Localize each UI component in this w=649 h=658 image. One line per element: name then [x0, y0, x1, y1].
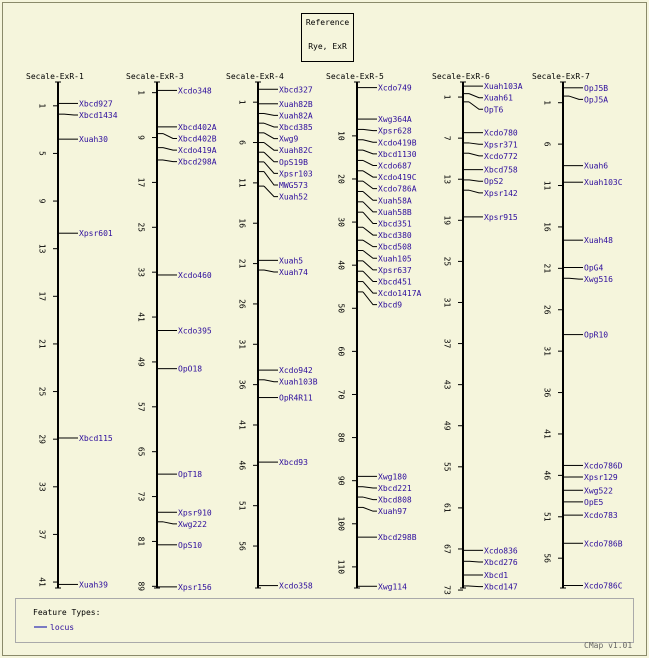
marker-label[interactable]: OpR10 — [584, 330, 609, 340]
marker-label[interactable]: Xbcd1 — [484, 570, 509, 580]
marker-label[interactable]: Xbcd1434 — [79, 111, 118, 121]
marker-label[interactable]: OpG4 — [584, 263, 604, 273]
reference-subtitle: Rye, ExR — [308, 42, 347, 51]
marker-connector — [264, 186, 278, 196]
marker-label[interactable]: Xpsr129 — [584, 473, 618, 483]
marker-connector — [264, 162, 278, 173]
marker-label[interactable]: Xwg222 — [178, 519, 207, 529]
marker-connector — [363, 181, 377, 189]
tick-label: 26 — [237, 299, 247, 309]
map-title[interactable]: Secale-ExR-4 — [226, 72, 284, 81]
tick-label: 80 — [336, 432, 346, 443]
tick-label: 65 — [136, 446, 146, 457]
marker-label[interactable]: OpS19B — [279, 157, 308, 167]
chromosome-map-4[interactable] — [326, 72, 422, 591]
marker-label[interactable]: Xbcd927 — [79, 99, 113, 109]
marker-label[interactable]: Xbcd385 — [279, 122, 313, 132]
marker-label[interactable]: OpS2 — [484, 177, 504, 187]
marker-label[interactable]: Xuah105 — [378, 254, 412, 264]
tick-label: 41 — [37, 577, 47, 587]
marker-connector — [363, 202, 377, 212]
marker-connector — [363, 497, 377, 500]
marker-connector — [163, 522, 177, 524]
marker-connector — [363, 171, 377, 177]
marker-connector — [363, 160, 377, 165]
tick-label: 36 — [542, 387, 552, 398]
marker-label[interactable]: Xuah82A — [279, 111, 313, 121]
marker-label[interactable]: OpO18 — [178, 364, 203, 374]
tick-label: 49 — [136, 357, 146, 367]
marker-label[interactable]: Xuah82C — [279, 146, 313, 156]
marker-label[interactable]: Xuah103B — [279, 377, 318, 387]
tick-label: 46 — [237, 460, 247, 471]
marker-label[interactable]: Xbcd402A — [178, 122, 217, 132]
marker-label[interactable]: Xwg180 — [378, 472, 407, 482]
marker-connector — [469, 190, 483, 193]
tick-label: 17 — [136, 177, 146, 188]
marker-label[interactable]: Xcdo419C — [378, 173, 417, 183]
marker-connector — [264, 113, 278, 115]
tick-label: 81 — [136, 536, 146, 547]
tick-label: 20 — [336, 174, 346, 184]
tick-label: 31 — [237, 339, 247, 350]
marker-label[interactable]: Xcdo772 — [484, 151, 518, 161]
marker-label[interactable]: Xpsr371 — [484, 140, 518, 150]
tick-label: 37 — [442, 338, 452, 349]
marker-connector — [469, 102, 483, 109]
marker-label[interactable]: Xuah52 — [279, 192, 308, 202]
marker-label[interactable]: Xwg9 — [279, 134, 299, 144]
marker-connector — [163, 160, 177, 162]
tick-label: 25 — [136, 222, 146, 233]
marker-label[interactable]: Xbcd147 — [484, 582, 518, 592]
tick-label: 31 — [542, 346, 552, 356]
marker-connector — [363, 271, 377, 281]
marker-label[interactable]: Xwg516 — [584, 275, 613, 285]
marker-connector — [264, 270, 278, 272]
marker-connector — [363, 240, 377, 246]
tick-label: 56 — [542, 553, 552, 564]
marker-label[interactable]: Xwg114 — [378, 582, 407, 592]
marker-label[interactable]: Xbcd327 — [279, 85, 313, 95]
marker-label[interactable]: Xbcd276 — [484, 557, 518, 567]
marker-connector — [363, 507, 377, 511]
legend-item-locus: locus — [50, 623, 75, 632]
tick-label: 37 — [37, 529, 47, 540]
tick-label: 46 — [542, 470, 552, 481]
version-label: CMap v1.01 — [584, 641, 633, 650]
marker-connector — [363, 150, 377, 154]
map-title[interactable]: Secale-ExR-1 — [26, 72, 84, 81]
marker-label[interactable]: Xuah61 — [484, 93, 513, 103]
tick-label: 26 — [542, 304, 552, 315]
marker-label[interactable]: Xbcd402B — [178, 134, 217, 144]
marker-label[interactable]: Xuah103C — [584, 178, 623, 188]
marker-label[interactable]: Xcdo358 — [279, 581, 313, 591]
marker-label[interactable]: Xcdo460 — [178, 270, 212, 280]
tick-label: 29 — [37, 434, 47, 444]
marker-label[interactable]: Xuah58A — [378, 196, 412, 206]
tick-label: 6 — [237, 140, 247, 145]
marker-label[interactable]: Xcdo786B — [584, 539, 623, 549]
marker-label[interactable]: Xuah6 — [584, 161, 609, 171]
marker-connector — [363, 487, 377, 488]
marker-label[interactable]: Xcdo783 — [584, 511, 618, 521]
marker-label[interactable]: Xbcd808 — [378, 495, 412, 505]
tick-label: 6 — [542, 141, 552, 147]
tick-label: 60 — [336, 346, 346, 357]
tick-label: 30 — [336, 217, 346, 227]
reference-title: Reference — [305, 18, 350, 27]
tick-label: 21 — [237, 258, 247, 269]
tick-label: 36 — [237, 379, 247, 390]
marker-label[interactable]: Xuah74 — [279, 267, 308, 277]
tick-label: 51 — [542, 511, 552, 522]
tick-label: 1 — [237, 99, 247, 105]
marker-label[interactable]: Xpsr915 — [484, 212, 518, 222]
marker-label[interactable]: Xbcd221 — [378, 483, 412, 493]
marker-connector — [264, 152, 278, 162]
tick-label: 25 — [442, 256, 452, 267]
tick-label: 56 — [237, 541, 247, 551]
map-title[interactable]: Secale-ExR-5 — [326, 72, 384, 81]
marker-connector — [264, 143, 278, 151]
marker-label[interactable]: Xbcd93 — [279, 458, 308, 468]
chromosome-map-3[interactable] — [226, 72, 318, 591]
tick-label: 25 — [37, 386, 47, 397]
marker-label[interactable]: Xcdo942 — [279, 366, 313, 376]
marker-connector — [469, 561, 483, 562]
marker-label[interactable]: Xwg364A — [378, 115, 412, 125]
marker-label[interactable]: Xbcd115 — [79, 433, 113, 443]
marker-connector — [363, 292, 377, 305]
marker-connector — [363, 191, 377, 200]
tick-label: 70 — [336, 389, 346, 400]
marker-label[interactable]: Xbcd351 — [378, 219, 412, 229]
tick-label: 1 — [136, 90, 146, 96]
tick-label: 19 — [442, 215, 452, 226]
marker-label[interactable]: Xcdo836 — [484, 546, 518, 556]
tick-label: 7 — [442, 135, 452, 141]
marker-label[interactable]: Xuah39 — [79, 580, 108, 590]
tick-label: 50 — [336, 303, 346, 314]
marker-label[interactable]: Xcdo786A — [378, 184, 417, 194]
marker-connector — [363, 251, 377, 259]
marker-connector — [363, 227, 377, 235]
tick-label: 11 — [237, 178, 247, 188]
tick-label: 5 — [37, 151, 47, 156]
tick-label: 13 — [442, 174, 452, 185]
marker-label[interactable]: Xpsr103 — [279, 169, 313, 179]
marker-label[interactable]: Xuah82B — [279, 99, 313, 109]
tick-label: 73 — [136, 491, 146, 502]
tick-label: 40 — [336, 260, 346, 270]
reference-box[interactable] — [302, 14, 354, 62]
marker-label[interactable]: OpT18 — [178, 470, 203, 480]
marker-label[interactable]: Xcdo786C — [584, 581, 623, 591]
tick-label: 41 — [542, 429, 552, 439]
marker-label[interactable]: Xbcd758 — [484, 165, 518, 175]
marker-label[interactable]: Xcdo780 — [484, 128, 518, 138]
marker-label[interactable]: MWG573 — [279, 180, 308, 190]
marker-connector — [469, 143, 483, 144]
tick-label: 100 — [336, 516, 346, 532]
marker-label[interactable]: Xuah30 — [79, 135, 108, 145]
tick-label: 11 — [542, 180, 552, 191]
tick-label: 43 — [442, 379, 452, 390]
marker-label[interactable]: Xcdo687 — [378, 161, 412, 171]
marker-label[interactable]: Xbcd451 — [378, 277, 412, 287]
tick-label: 51 — [237, 500, 247, 511]
marker-label[interactable]: Xuah58B — [378, 207, 412, 217]
marker-connector — [264, 123, 278, 127]
marker-label[interactable]: OpT6 — [484, 105, 504, 115]
tick-label: 31 — [442, 297, 452, 308]
marker-label[interactable]: Xcdo395 — [178, 326, 212, 336]
marker-label[interactable]: Xcdo348 — [178, 86, 212, 96]
map-title[interactable]: Secale-ExR-3 — [126, 72, 184, 81]
marker-connector — [363, 282, 377, 294]
tick-label: 16 — [542, 222, 552, 232]
marker-connector — [569, 278, 583, 279]
marker-connector — [363, 261, 377, 270]
tick-label: 17 — [37, 291, 47, 302]
marker-label[interactable]: Xuah103A — [484, 82, 523, 92]
marker-label[interactable]: Xuah48 — [584, 236, 613, 246]
legend-title: Feature Types: — [33, 608, 101, 617]
marker-label[interactable]: OpJ5A — [584, 95, 609, 105]
marker-label[interactable]: Xbcd1130 — [378, 149, 417, 159]
tick-label: 10 — [336, 131, 346, 141]
tick-label: 16 — [237, 218, 247, 229]
tick-label: 57 — [136, 401, 146, 412]
tick-label: 9 — [37, 198, 47, 204]
marker-label[interactable]: Xpsr637 — [378, 265, 412, 275]
marker-label[interactable]: Xuah97 — [378, 507, 407, 517]
marker-label[interactable]: Xwg522 — [584, 486, 613, 496]
marker-label[interactable]: Xbcd380 — [378, 231, 412, 241]
tick-label: 67 — [442, 544, 452, 554]
marker-label[interactable]: Xbcd508 — [378, 242, 412, 252]
marker-label[interactable]: OpE5 — [584, 497, 604, 507]
tick-label: 55 — [442, 461, 452, 472]
tick-label: 1 — [37, 103, 47, 109]
chromosome-map-5[interactable] — [432, 72, 523, 595]
map-title[interactable]: Secale-ExR-7 — [532, 72, 590, 81]
chromosome-map-6[interactable] — [532, 72, 623, 591]
marker-label[interactable]: Xpsr601 — [79, 229, 113, 239]
marker-connector — [363, 140, 377, 143]
marker-connector — [469, 94, 483, 98]
marker-connector — [163, 134, 177, 139]
marker-connector — [469, 153, 483, 156]
marker-label[interactable]: Xcdo749 — [378, 83, 412, 93]
marker-connector — [469, 586, 483, 587]
tick-label: 1 — [442, 94, 452, 100]
marker-label[interactable]: OpS10 — [178, 540, 203, 550]
marker-connector — [163, 148, 177, 150]
marker-label[interactable]: Xpsr142 — [484, 188, 518, 198]
marker-label[interactable]: Xbcd298B — [378, 533, 417, 543]
marker-label[interactable]: Xuah5 — [279, 256, 304, 266]
marker-connector — [569, 96, 583, 99]
marker-label[interactable]: Xcdo419A — [178, 146, 217, 156]
tick-label: 13 — [37, 243, 47, 254]
tick-label: 73 — [442, 585, 452, 595]
tick-label: 89 — [136, 581, 146, 592]
marker-label[interactable]: Xcdo419B — [378, 138, 417, 148]
tick-label: 110 — [336, 559, 346, 575]
marker-label[interactable]: Xcdo786D — [584, 461, 623, 471]
marker-label[interactable]: OpR4R11 — [279, 393, 313, 403]
tick-label: 33 — [136, 267, 146, 277]
tick-label: 41 — [237, 420, 247, 430]
tick-label: 9 — [136, 135, 146, 140]
tick-label: 1 — [542, 100, 552, 106]
marker-label[interactable]: OpJ5B — [584, 83, 609, 93]
marker-label[interactable]: Xcdo1417A — [378, 289, 422, 299]
marker-connector — [64, 114, 78, 115]
marker-label[interactable]: Xbcd298A — [178, 157, 217, 167]
marker-label[interactable]: Xpsr156 — [178, 582, 212, 592]
marker-connector — [469, 180, 483, 181]
tick-label: 49 — [442, 420, 452, 431]
marker-label[interactable]: Xbcd9 — [378, 300, 403, 310]
marker-label[interactable]: Xpsr628 — [378, 126, 412, 136]
marker-label[interactable]: Xpsr910 — [178, 508, 212, 518]
chromosome-map-1[interactable] — [26, 72, 118, 589]
tick-label: 90 — [336, 475, 346, 486]
tick-label: 33 — [37, 481, 47, 492]
tick-label: 41 — [136, 312, 146, 322]
marker-connector — [264, 133, 278, 139]
tick-label: 21 — [37, 339, 47, 349]
tick-label: 21 — [542, 263, 552, 274]
marker-connector — [363, 212, 377, 223]
tick-label: 61 — [442, 503, 452, 513]
maps-layer — [26, 72, 623, 595]
chromosome-map-2[interactable] — [126, 72, 217, 592]
map-title[interactable]: Secale-ExR-6 — [432, 72, 490, 81]
marker-connector — [363, 129, 377, 130]
marker-connector — [264, 380, 278, 382]
legend-box — [16, 599, 634, 643]
